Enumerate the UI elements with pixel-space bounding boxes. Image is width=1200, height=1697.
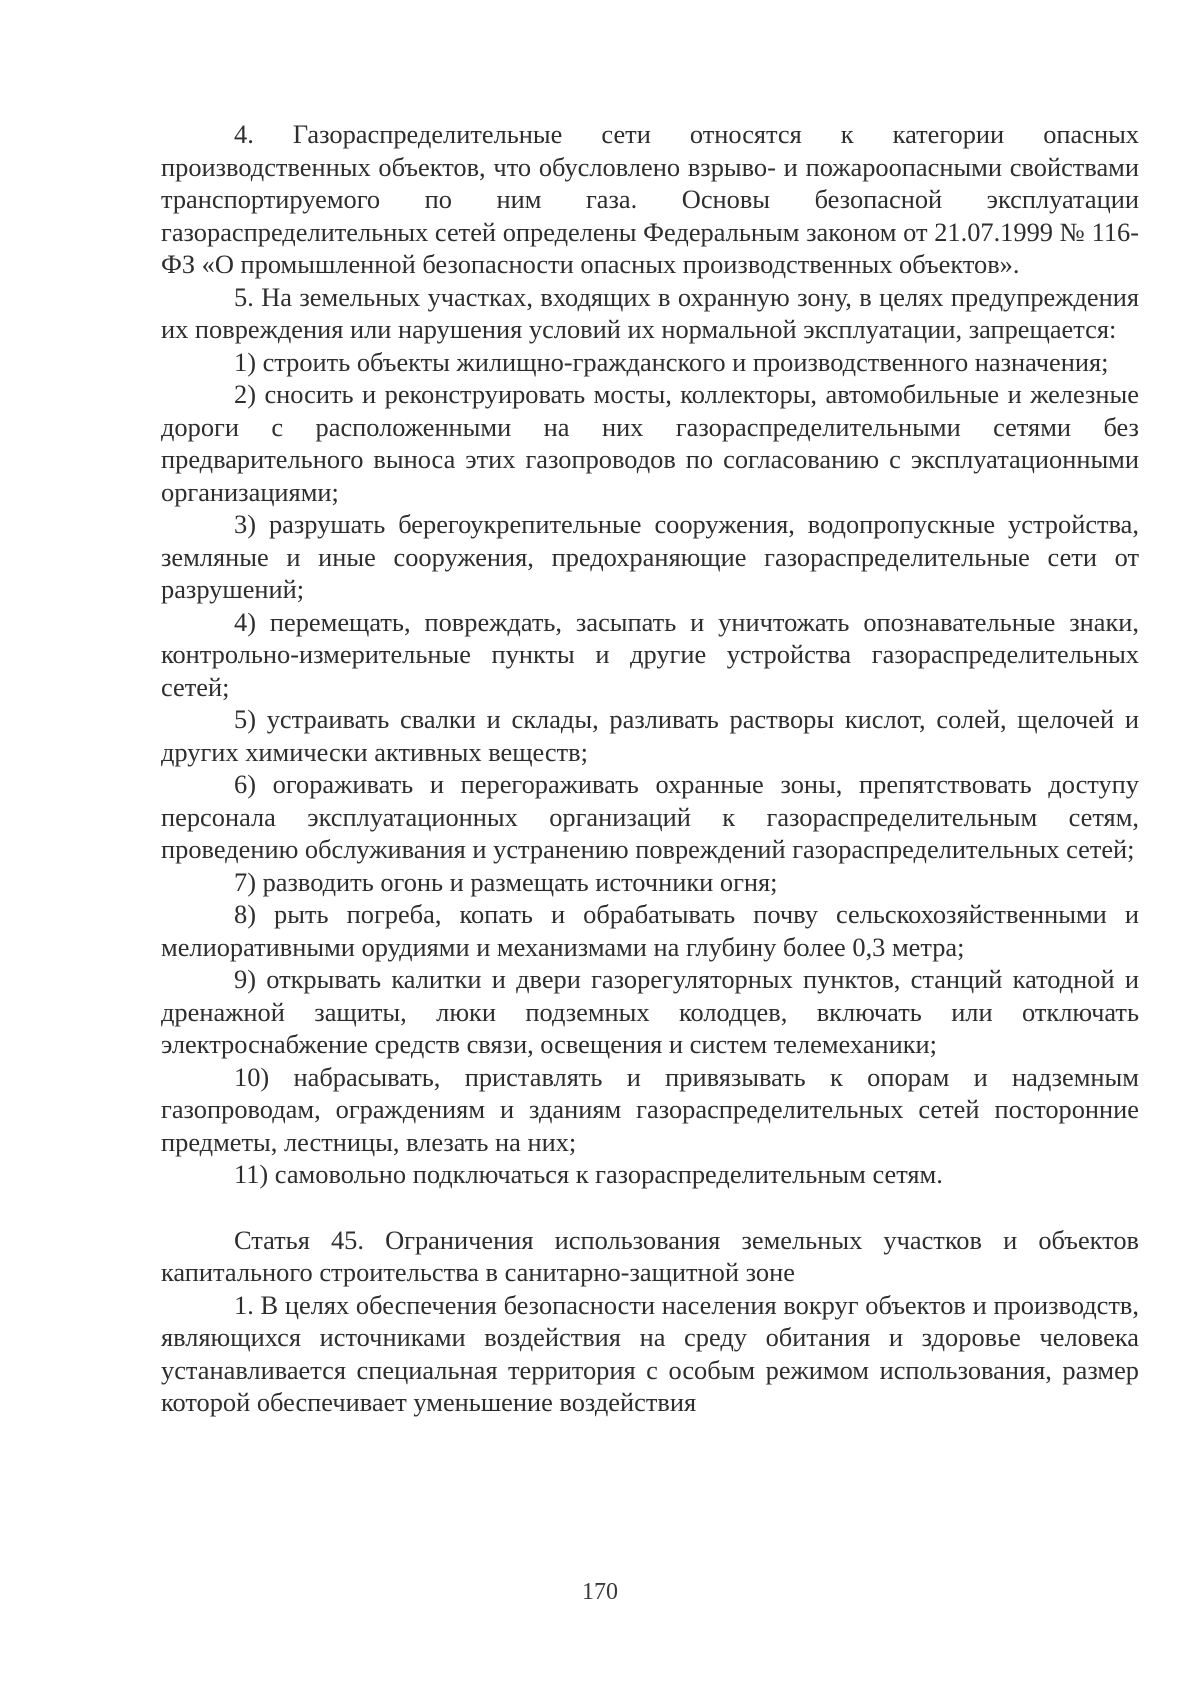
- paragraph-sanitary-zone: 1. В целях обеспечения безопасности населения вокруг объектов и производств, являющихся источниками воздействия на среду обитания и здоровье человека устанавливается специальная территория с особым режимом использования, размер которой обеспечивает уменьшение воздействия: [161, 1289, 1139, 1417]
- page-number: 170: [582, 1579, 618, 1605]
- list-item-7: 7) разводить огонь и размещать источники огня;: [234, 866, 778, 897]
- list-item-10: 10) набрасывать, приставлять и привязывать к опорам и надземным газопроводам, ограждениям и зданиям газораспределительных сетей посторонние предметы, лестницы, влезать на них;: [161, 1061, 1139, 1157]
- document-body: [161, 118, 1139, 1419]
- paragraph-protected-zone-prohibitions: 5. На земельных участках, входящих в охранную зону, в целях предупреждения их повреждения или нарушения условий их нормальной эксплуатации, запрещается:: [161, 281, 1139, 344]
- list-item-5: 5) устраивать свалки и склады, разливать растворы кислот, солей, щелочей и других химически активных веществ;: [161, 704, 1139, 767]
- list-item-9: 9) открывать калитки и двери газорегуляторных пунктов, станций катодной и дренажной защиты, люки подземных колодцев, включать или отключать электроснабжение средств связи, освещения и систем телемеханики;: [161, 964, 1139, 1059]
- list-item-11: 11) самовольно подключаться к газораспределительным сетям.: [234, 1159, 943, 1189]
- article-heading: Статья 45. Ограничения использования земельных участков и объектов капитального строительства в санитарно-защитной зоне: [161, 1224, 1139, 1287]
- list-item-3: 3) разрушать берегоукрепительные сооружения, водопропускные устройства, земляные и иные сооружения, предохраняющие газораспределительные сети от разрушений;: [161, 509, 1139, 604]
- section-spacer: [161, 1191, 1139, 1224]
- list-item-1: 1) строить объекты жилищно-гражданского и производственного назначения;: [234, 346, 1109, 377]
- list-item-6: 6) огораживать и перегораживать охранные зоны, препятствовать доступу персонала эксплуатационных организаций к газораспределительным сетям, проведению обслуживания и устранению повреждений газораспределительных сетей;: [161, 769, 1139, 864]
- paragraph-gas-networks-category: 4. Газораспределительные сети относятся к категории опасных производственных объектов, что обусловлено взрыво- и пожароопасными свойствами транспортируемого по ним газа. Основы безопасной эксплуатации газораспределительных сетей определены Федеральным законом от 21.07.1999 № 116-ФЗ «О промышленной безопасности опасных производственных объектов».: [161, 119, 1139, 279]
- list-item-2: 2) сносить и реконструировать мосты, коллекторы, автомобильные и железные дороги с расположенными на них газораспределительными сетями без предварительного выноса этих газопроводов по согласованию с эксплуатационными организациями;: [161, 379, 1139, 507]
- list-item-8: 8) рыть погреба, копать и обрабатывать почву сельскохозяйственными и мелиоративными орудиями и механизмами на глубину более 0,3 метра;: [161, 899, 1139, 962]
- list-item-4: 4) перемещать, повреждать, засыпать и уничтожать опознавательные знаки, контрольно-измерительные пункты и другие устройства газораспределительных сетей;: [161, 606, 1139, 702]
